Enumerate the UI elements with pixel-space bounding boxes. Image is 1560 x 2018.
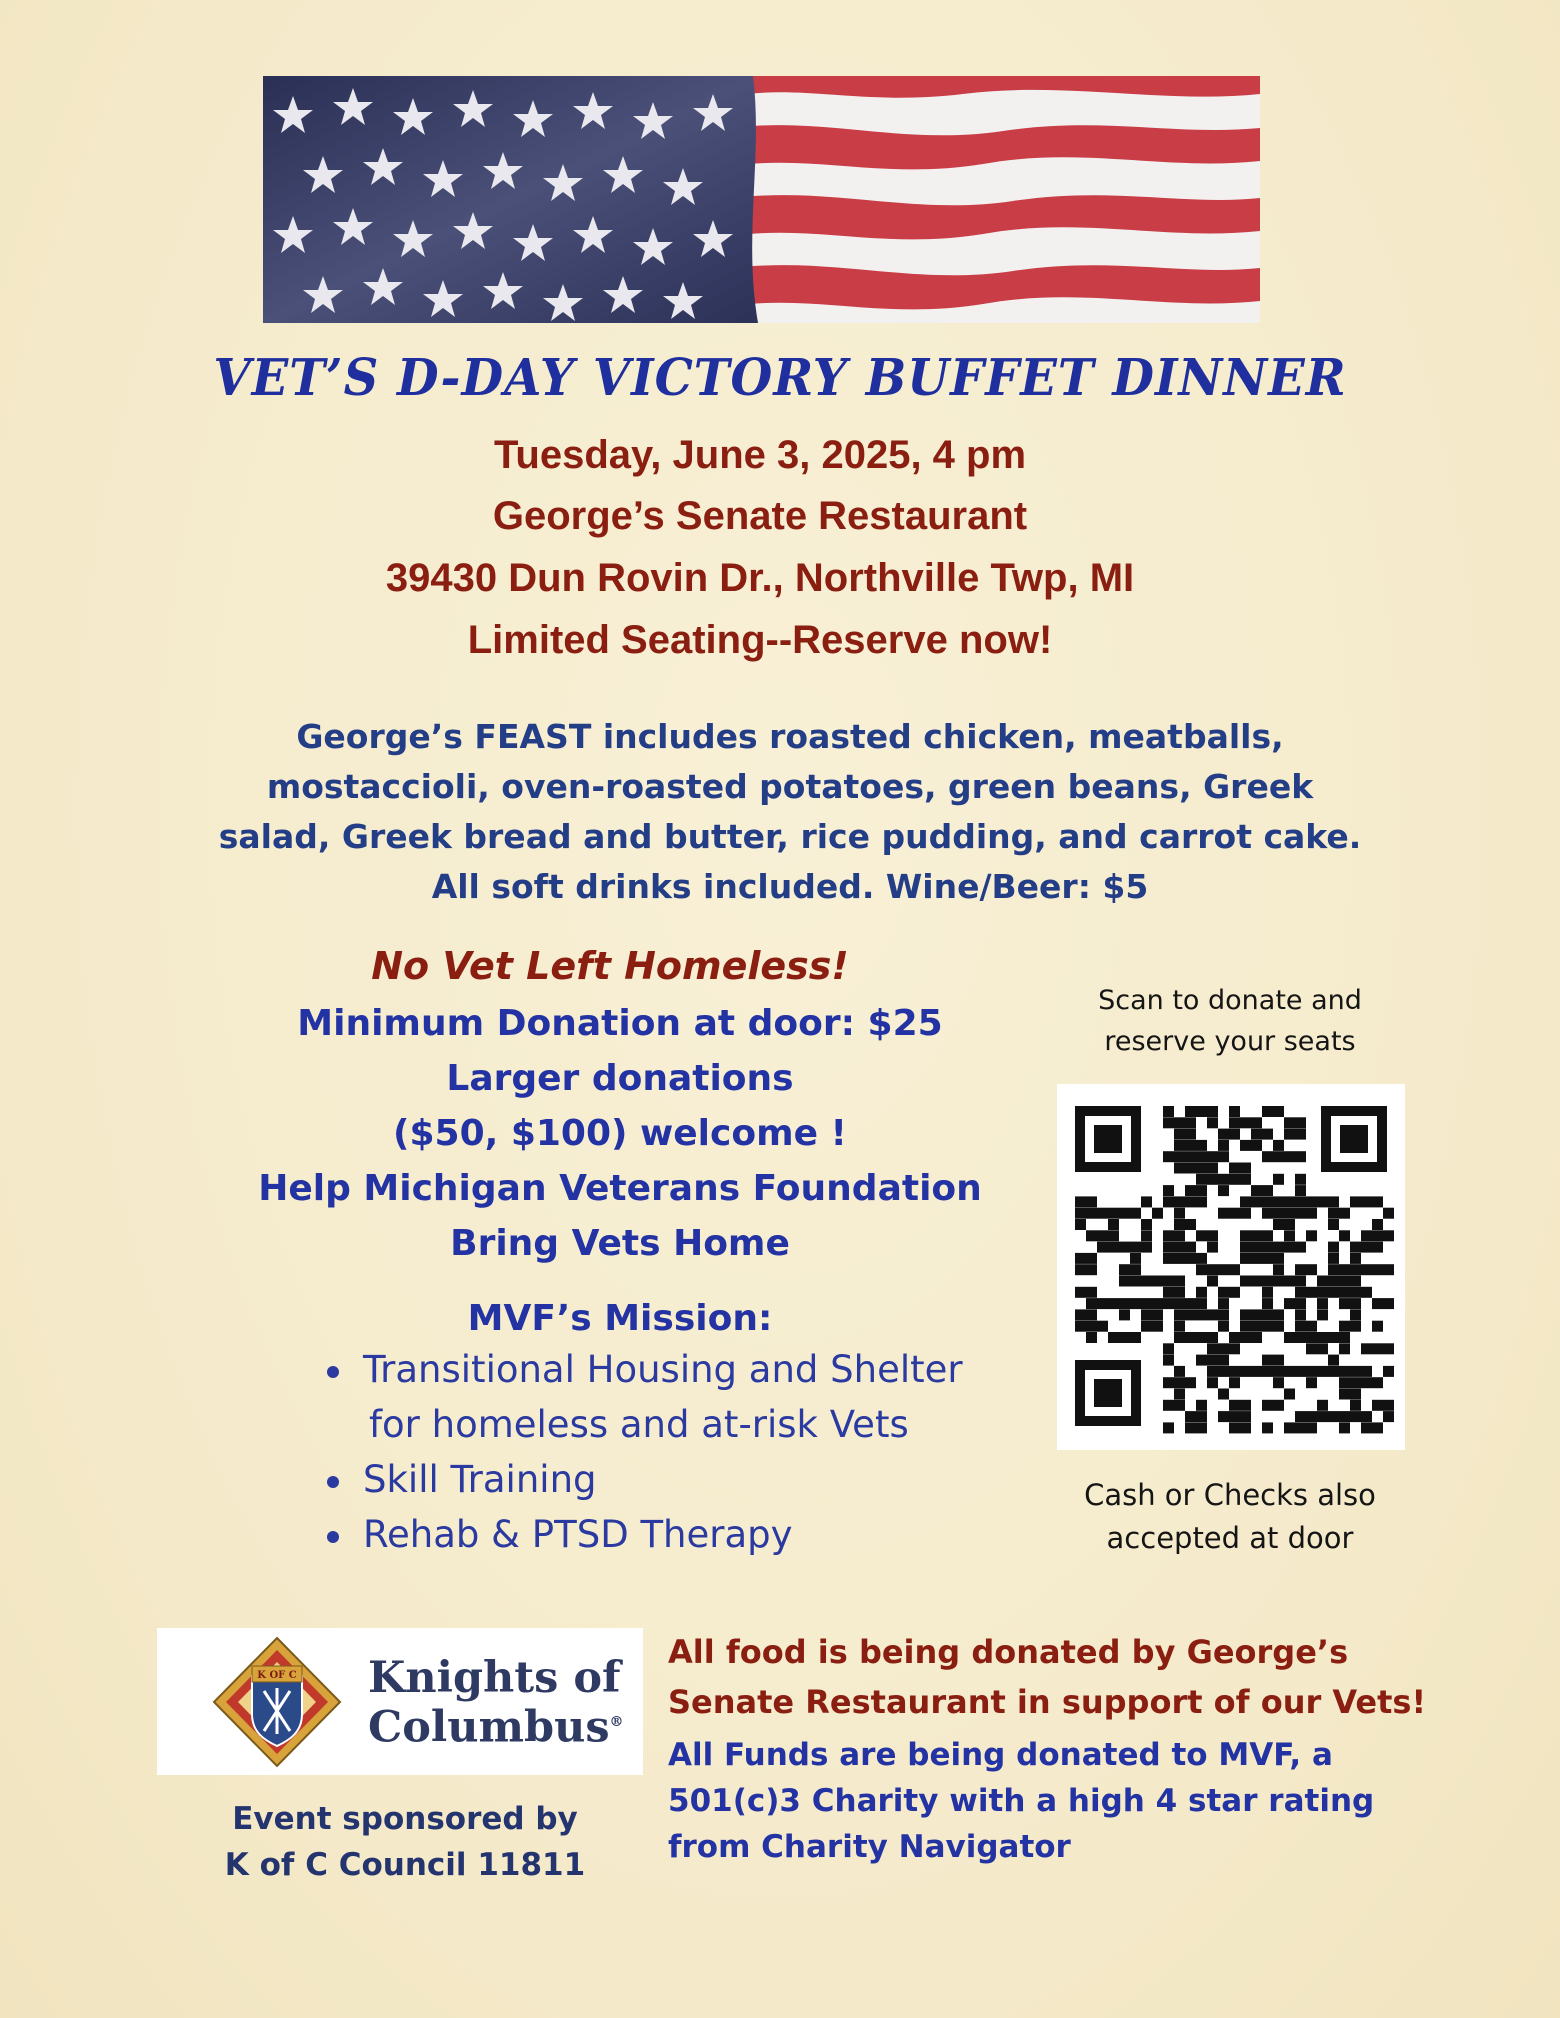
mission-title: MVF’s Mission: <box>467 1298 773 1339</box>
event-seating: Limited Seating--Reserve now! <box>467 618 1053 662</box>
funds-donation-note <box>668 1732 1548 1870</box>
larger-donations-line-2: ($50, $100) welcome ! <box>393 1113 847 1154</box>
mission-list <box>325 1342 1045 1562</box>
qr-code-icon <box>1057 1084 1405 1450</box>
kofc-name-line-1: Knights of <box>368 1653 621 1703</box>
qr-caption-line-2: reserve your seats <box>1104 1026 1356 1057</box>
sponsor-note <box>170 1796 640 1888</box>
cash-line-2: accepted at door <box>1106 1521 1354 1555</box>
registered-mark-icon: ® <box>609 1714 624 1730</box>
kofc-emblem-icon <box>212 1636 342 1768</box>
donate-qr-code[interactable] <box>1057 1084 1405 1450</box>
kofc-name-line-2 <box>368 1700 624 1753</box>
kofc-name <box>368 1653 624 1753</box>
help-line-2: Bring Vets Home <box>450 1223 790 1264</box>
funds-line-1: All Funds are being donated to MVF, a <box>668 1737 1333 1773</box>
menu-line: George’s FEAST includes roasted chicken, meatballs, <box>296 717 1284 756</box>
food-line-2: Senate Restaurant in support of our Vets! <box>668 1683 1427 1721</box>
food-donation-note <box>668 1627 1548 1727</box>
slogan: No Vet Left Homeless! <box>371 944 849 988</box>
qr-caption-line-1: Scan to donate and <box>1098 985 1362 1016</box>
mission-item: Skill Training <box>325 1452 1045 1507</box>
event-title: VET’S D-DAY VICTORY BUFFET DINNER <box>213 348 1347 408</box>
menu-description <box>200 712 1380 912</box>
sponsor-line-1: Event sponsored by <box>232 1801 578 1837</box>
qr-caption <box>1060 980 1400 1062</box>
funds-line-3: from Charity Navigator <box>668 1829 1071 1865</box>
sponsor-line-2: K of C Council 11811 <box>224 1847 586 1883</box>
emblem-text: K OF C <box>257 1670 297 1681</box>
menu-line: salad, Greek bread and butter, rice pudding, and carrot cake. <box>218 817 1362 856</box>
cash-checks-note <box>1060 1474 1400 1560</box>
food-line-1: All food is being donated by George’s <box>668 1633 1349 1671</box>
event-venue: George’s Senate Restaurant <box>492 494 1028 538</box>
mission-item: Transitional Housing and Shelter <box>325 1342 1045 1397</box>
cash-line-1: Cash or Checks also <box>1084 1478 1376 1512</box>
kofc-name-line-2-text: Columbus <box>368 1702 610 1753</box>
flag-icon <box>263 76 1260 323</box>
menu-line: All soft drinks included. Wine/Beer: $5 <box>431 867 1149 906</box>
event-date-time: Tuesday, June 3, 2025, 4 pm <box>493 433 1027 477</box>
american-flag-image <box>263 76 1260 323</box>
funds-line-2: 501(c)3 Charity with a high 4 star rating <box>668 1783 1375 1819</box>
event-address: 39430 Dun Rovin Dr., Northville Twp, MI <box>385 556 1135 600</box>
larger-donations-line-1: Larger donations <box>446 1058 794 1099</box>
mission-item: Rehab & PTSD Therapy <box>325 1507 1045 1562</box>
mission-item-continuation: for homeless and at-risk Vets <box>369 1403 909 1446</box>
menu-line: mostaccioli, oven-roasted potatoes, green beans, Greek <box>266 767 1314 806</box>
help-line-1: Help Michigan Veterans Foundation <box>258 1168 982 1209</box>
minimum-donation: Minimum Donation at door: $25 <box>297 1003 943 1044</box>
